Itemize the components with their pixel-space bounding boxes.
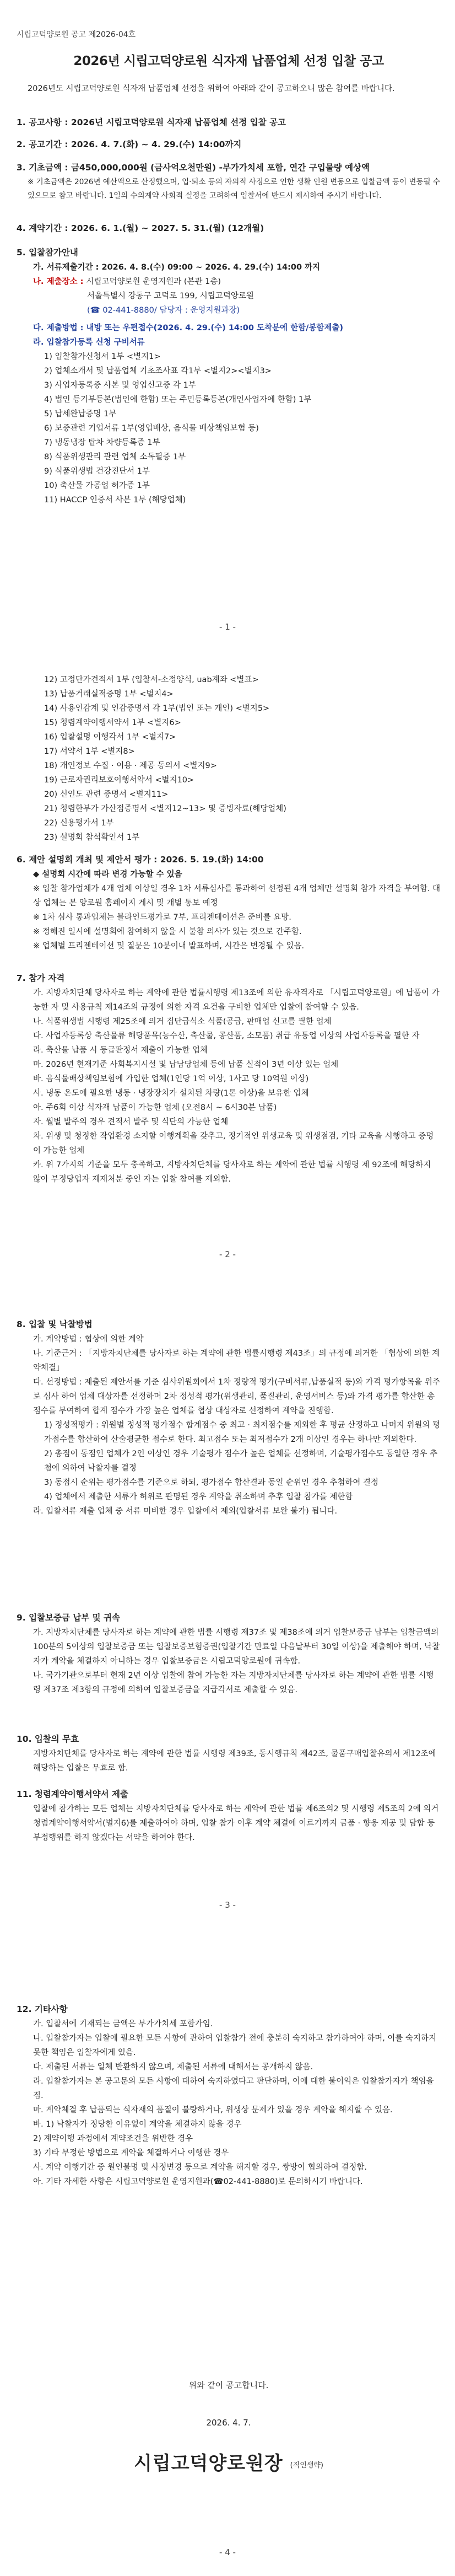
section-8-da-label: 다. 선정방법 : bbox=[33, 1378, 82, 1387]
section-6-note: ※ 업체별 프리젠테이션 및 질문은 10분이내 발표하며, 시간은 변경될 수 있음. bbox=[33, 942, 305, 951]
page-number-3: - 3 - bbox=[219, 1900, 236, 1910]
section-10-text: 지방자치단체를 당사자로 하는 계약에 관한 법률 시행령 제39조, 동시행규칙 제42조, 물품구매입찰유의서 제12조에 해당하는 입찰은 무효로 함. bbox=[33, 1749, 436, 1773]
section-12: 12. 기타사항 bbox=[17, 2004, 68, 2014]
section-7-item: 사. 냉동 온도에 필요한 냉동 · 냉장장치가 설치된 차량(1톤 이상)을 보유한 업체 bbox=[33, 1089, 309, 1098]
section-12-item: 나. 입찰참가자는 입찰에 필요한 모든 사항에 관하여 입찰참가 전에 충분히 숙지하고 참가하여야 하며, 이를 숙지하지 못한 책임은 입찰자에게 있음. bbox=[33, 2034, 437, 2057]
section-9: 9. 입찰보증금 납부 및 귀속 bbox=[17, 1613, 120, 1623]
section-12-item: 사. 계약 이행기간 중 원인불명 및 사정변경 등으로 계약을 해지할 경우, 쌍방이 협의하여 결정함. bbox=[33, 2163, 367, 2172]
document-list-item: 9) 식품위생법 건강진단서 1부 bbox=[44, 467, 150, 476]
section-1: 1. 공고사항 : 2026년 시립고덕양로원 식자재 납품업체 선정 입찰 공고 bbox=[17, 117, 286, 127]
section-8-ga: 가. 계약방법 : 협상에 의한 계약 bbox=[33, 1335, 144, 1344]
intro-paragraph: 2026년도 시립고덕양로원 식자재 납품업체 선정을 위하여 아래와 같이 공고하오니 많은 참여를 바랍니다. bbox=[28, 84, 395, 93]
document-title: 2026년 시립고덕양로원 식자재 납품업체 선정 입찰 공고 bbox=[73, 54, 384, 68]
seal-omitted: (직인생략) bbox=[290, 2461, 323, 2470]
document-list-item: 23) 설명회 참석확인서 1부 bbox=[44, 833, 140, 842]
required-documents-list-continued bbox=[17, 673, 441, 845]
section-5: 5. 입찰참가안내 bbox=[17, 248, 78, 257]
page-number-1: - 1 - bbox=[219, 622, 236, 632]
section-8-notes bbox=[17, 1418, 441, 1504]
section-12-items bbox=[17, 2017, 441, 2189]
document-list-item: 17) 서약서 1부 <별지8> bbox=[44, 747, 135, 756]
document-list-item: 8) 식품위생관리 관련 업체 소독필증 1부 bbox=[44, 453, 186, 461]
section-6-sub: ◆ 설명회 시간에 따라 변경 가능할 수 있음 bbox=[33, 870, 182, 879]
section-10: 10. 입찰의 무효 bbox=[17, 1734, 79, 1744]
section-7-items bbox=[17, 986, 441, 1187]
section-9-item: 나. 국가기관으로부터 현재 2년 이상 입찰에 참여 가능한 자는 지방자치단체를 당사자로 하는 계약에 관한 법률 시행령 제37조 제3항의 규정에 의하여 입찰보증금을 지급각서로 제출할 수 있음. bbox=[33, 1671, 434, 1694]
document-list-item: 22) 신용평가서 1부 bbox=[44, 819, 114, 828]
page-number-2: - 2 - bbox=[219, 1249, 236, 1259]
document-list-item: 16) 입찰설명 이행각서 1부 <별지7> bbox=[44, 733, 176, 742]
section-7-item: 라. 축산물 납품 시 등급판정서 제출이 가능한 업체 bbox=[33, 1046, 208, 1055]
document-list-item: 3) 사업자등록증 사본 및 영업신고증 각 1부 bbox=[44, 381, 196, 390]
section-8-na: 나. 기준근거 : 「지방자치단체를 당사자로 하는 계약에 관한 법률시행령 제43조」의 규정에 의거한 「협상에 의한 계약체결」 bbox=[33, 1349, 440, 1372]
section-11-text: 입찰에 참가하는 모든 업체는 지방자치단체를 당사자로 하는 계약에 관한 법률 제6조의2 및 시행령 제5조의 2에 의거 청렴계약이행서약서(별지6)를 제출하여야 하며, 입찰 참가 이후 계약 체결에 이르기까지 금품 · 향응 제공 및 담합 등 부정행위를 하지 않겠다는 서약을 하여야 한다. bbox=[33, 1805, 439, 1842]
document-list-item: 13) 납품거래실적증명 1부 <별지4> bbox=[44, 690, 174, 699]
section-11: 11. 청렴계약이행서약서 제출 bbox=[17, 1789, 128, 1799]
document-list-item: 21) 청렴한부가 가산점증명서 <별지12~13> 및 증빙자료(해당업체) bbox=[44, 804, 286, 813]
section-8-note: 2) 총점이 동점인 업체가 2인 이상인 경우 기술평가 점수가 높은 업체를 선정하며, 기술평가점수도 동일한 경우 추첨에 의하여 낙찰자를 결정 bbox=[44, 1450, 438, 1473]
section-7-item: 마. 2026년 현재기준 사회복지시설 및 납남당업체 등에 납품 실적이 3년 이상 있는 업체 bbox=[33, 1060, 339, 1069]
section-7: 7. 참가 자격 bbox=[17, 973, 65, 983]
document-list-item: 19) 근로자권리보호이행서약서 <별지10> bbox=[44, 776, 194, 785]
section-5-na-phone: (☎ 02-441-8880/ 담당자 : 운영지원과장) bbox=[87, 306, 240, 315]
document-list-item: 14) 사용인감계 및 인감증명서 각 1부(법인 또는 개인) <별지5> bbox=[44, 704, 270, 713]
section-3: 3. 기초금액 : 금450,000,000원 (금사억오천만원) -부가가치세 포함, 연간 구입물량 예상액 bbox=[17, 163, 370, 173]
document-list-item: 15) 청렴계약이행서약서 1부 <별지6> bbox=[44, 718, 181, 727]
section-7-item: 아. 주6회 이상 식자재 납품이 가능한 업체 (오전8시 ~ 6시30분 납품) bbox=[33, 1103, 277, 1112]
signer-name: 시립고덕양로원장 bbox=[134, 2452, 283, 2475]
section-7-item: 다. 사업자등록상 축산물류 해당품목(농수산, 축산물, 공산품, 소모품) 취급 유통업 이상의 사업자등록을 필한 자 bbox=[33, 1032, 420, 1040]
section-9-item: 가. 지방자치단체를 당사자로 하는 계약에 관한 법률 시행령 제37조 및 제38조에 의거 입찰보증금 납부는 입찰금액의 100분의 5이상의 입찰보증금 또는 입찰보증보험증권(입찰기간 만료일 다음날부터 30일 이상)을 제출해야 하며, 낙찰자가 계약을 체결하지 아니하는 경우 입찰보증금은 시립고덕양로원에 귀속함. bbox=[33, 1628, 440, 1666]
section-8: 8. 입찰 및 낙찰방법 bbox=[17, 1319, 93, 1329]
signer bbox=[17, 2448, 441, 2475]
page-number-4: - 4 - bbox=[219, 2547, 236, 2557]
page-2 bbox=[0, 645, 455, 1290]
section-7-item: 카. 위 7가지의 기준을 모두 충족하고, 지방자치단체를 당사자로 하는 계약에 관한 법률 시행령 제 92조에 해당하지 않아 부정당업자 제재처분 중인 자는 입찰 참여를 제외함. bbox=[33, 1161, 431, 1184]
closing-statement: 위와 같이 공고합니다. bbox=[188, 2380, 269, 2390]
section-12-item: 아. 기타 자세한 사항은 시립고덕양로원 운영지원과(☎02-441-8880)로 문의하시기 바랍니다. bbox=[33, 2177, 363, 2186]
document-list-item: 2) 업체소개서 및 납품업체 기초조사표 각1부 <별지2><별지3> bbox=[44, 367, 272, 375]
section-12-item: 2) 계약이행 과정에서 계약조건을 위반한 경우 bbox=[33, 2134, 193, 2143]
section-8-ra: 라. 입찰서류 제출 업체 중 서류 미비한 경우 입찰에서 제외(입찰서류 보완 불가) 됩니다. bbox=[33, 1507, 338, 1516]
document-list-item: 18) 개인정보 수집 · 이용 · 제공 동의서 <별지9> bbox=[44, 761, 217, 770]
section-12-item: 3) 기타 부정한 방법으로 계약을 체결하거나 이행한 경우 bbox=[33, 2149, 229, 2158]
section-8-note: 1) 정성적평가 : 위원별 정성적 평가점수 합계점수 중 최고 · 최저점수를 제외한 후 평균 산정하고 나머지 위원의 평가점수를 합산하여 산술평균한 점수로 한다. 최고점수 또는 최저점수가 2개 이상인 경우는 하나만 제외한다. bbox=[44, 1421, 441, 1444]
section-7-item: 바. 음식물배상책임보험에 가입한 업체(1인당 1억 이상, 1사고 당 10억원 이상) bbox=[33, 1075, 309, 1083]
document-list-item: 20) 신인도 관련 증명서 <별지11> bbox=[44, 790, 169, 799]
section-5-na-place2: 서울특별시 강동구 고덕로 199, 시립고덕양로원 bbox=[87, 292, 254, 300]
section-6-note: ※ 1차 심사 통과업체는 블라인드평가로 7부, 프리젠테이션은 준비를 요망. bbox=[33, 913, 291, 922]
document-list-item: 6) 보증관련 기업서류 1부(영업배상, 음식물 배상책임보험 등) bbox=[44, 424, 259, 433]
page-1 bbox=[0, 0, 455, 645]
section-6-note: ※ 입찰 참가업체가 4개 업체 이상일 경우 1차 서류심사를 통과하여 선정된 4개 업체만 설명회 참가 자격을 부여함. 대상 업체는 본 양로원 홈페이지 게시 및 개별 통보 예정 bbox=[33, 884, 441, 908]
section-5-ra: 라. 입찰참가등록 신청 구비서류 bbox=[33, 338, 145, 347]
section-12-item: 라. 입찰참가자는 본 공고문의 모든 사항에 대하여 숙지하였다고 판단하며, 이에 대한 불이익은 입찰참가자가 책임을 짐. bbox=[33, 2077, 434, 2100]
document-number: 시립고덕양로원 공고 제2026-04호 bbox=[17, 30, 136, 39]
document-list-item: 4) 법인 등기부등본(법인에 한함) 또는 주민등록등본(개인사업자에 한함) 1부 bbox=[44, 395, 312, 404]
section-4: 4. 계약기간 : 2026. 6. 1.(월) ~ 2027. 5. 31.(월) (12개월) bbox=[17, 223, 264, 233]
document-list-item: 7) 냉동냉장 탑차 차량등록증 1부 bbox=[44, 438, 160, 447]
section-8-note: 4) 업체에서 제출한 서류가 허위로 판명된 경우 계약을 취소하며 추후 입찰 참가를 제한함 bbox=[44, 1493, 353, 1501]
section-5-na-label: 나. 제출장소 : bbox=[33, 277, 84, 286]
section-6: 6. 제안 설명회 개최 및 제안서 평가 : 2026. 5. 19.(화) 14:00 bbox=[17, 855, 264, 865]
section-12-item: 바. 1) 낙찰자가 정당한 이유없이 계약을 체결하지 않을 경우 bbox=[33, 2120, 242, 2129]
section-5-na-place1: 시립고덕양로원 운영지원과 (본관 1층) bbox=[86, 277, 221, 286]
section-12-item: 다. 제출된 서류는 일체 반환하지 않으며, 제출된 서류에 대해서는 공개하지 않음. bbox=[33, 2063, 313, 2071]
section-5-da: 다. 제출방법 : 내방 또는 우편접수(2026. 4. 29.(수) 14:00 도착분에 한함/봉함제출) bbox=[33, 324, 344, 332]
document-list-item: 11) HACCP 인증서 사본 1부 (해당업체) bbox=[44, 496, 186, 505]
section-8-da-text: 제출된 제안서를 기준 심사위원회에서 1차 정량적 평가(구비서류,납품실적 등)와 가격 평가항목을 위주로 심사 하여 업체 대상자를 선정하며 2차 정성적 평가(위생관리, 품질관리, 운영서비스 등)와 가격 평가를 합산한 총 점수를 부여하여 합계 점수가 가장 높은 업체를 협상 대상자로 선정하여 계약을 진행함. bbox=[33, 1378, 440, 1415]
section-7-item: 차. 위생 및 청정한 작업환경 소지할 이행계획을 갖추고, 정기적인 위생교육 및 위생점검, 기타 교육을 시행하고 증명이 가능한 업체 bbox=[33, 1132, 434, 1155]
page-4 bbox=[0, 1930, 455, 2576]
section-5-na bbox=[17, 275, 441, 289]
document-list-item: 5) 납세완납증명 1부 bbox=[44, 410, 117, 418]
section-8-note: 3) 동점시 순위는 평가점수를 기준으로 하되, 평가점수 합산결과 동일 순위인 경우 추첨하여 결정 bbox=[44, 1478, 379, 1487]
section-6-notes bbox=[17, 882, 441, 953]
section-3-note: ※ 기초금액은 2026년 예산액으로 산정했으며, 입·퇴소 등의 자의적 사정으로 인한 생활 인원 변동으로 입찰금액 등이 변동될 수 있으므로 참고 바랍니다. 1일의 수의계약 사회적 실정을 고려하여 입찰서에 반드시 제시하여 주시기 바랍니다. bbox=[28, 178, 440, 200]
section-6-note: ※ 정해진 일시에 설명회에 참여하지 않을 시 불참 의사가 있는 것으로 간주함. bbox=[33, 927, 302, 936]
section-8-da bbox=[17, 1375, 441, 1418]
section-5-ga: 가. 서류제출기간 : 2026. 4. 8.(수) 09:00 ~ 2026. 4. 29.(수) 14:00 까지 bbox=[33, 263, 321, 272]
section-2: 2. 공고기간 : 2026. 4. 7.(화) ~ 4. 29.(수) 14:00까지 bbox=[17, 139, 242, 149]
section-12-item: 가. 입찰서에 기재되는 금액은 부가가치세 포함가임. bbox=[33, 2020, 213, 2028]
section-9-items bbox=[17, 1625, 441, 1697]
announcement-date: 2026. 4. 7. bbox=[206, 2418, 251, 2428]
section-12-item: 마. 계약체결 후 납품되는 식자재의 품질이 불량하거나, 위생상 문제가 있을 경우 계약을 해지할 수 있음. bbox=[33, 2106, 393, 2115]
page-3 bbox=[0, 1290, 455, 1930]
section-7-item: 가. 지방자치단체 당사자로 하는 계약에 관한 법률시행령 제13조에 의한 유자격자로 「시립고덕양로원」에 납품이 가능한 자 및 사용규칙 제14조의 규정에 의한 자격 요건을 구비한 업체만 입찰에 참여할 수 있음. bbox=[33, 989, 440, 1012]
section-7-item: 나. 식품위생법 시행령 제25조에 의거 집단급식소 식품(공급, 판매업 신고를 필한 업체 bbox=[33, 1017, 332, 1026]
required-documents-list bbox=[17, 350, 441, 507]
section-7-item: 자. 월별 발주의 경우 견적서 발주 및 식단의 가능한 업체 bbox=[33, 1118, 229, 1126]
document-list-item: 1) 입찰참가신청서 1부 <별지1> bbox=[44, 352, 161, 361]
document-list-item: 12) 고정단가견적서 1부 (입찰서-소정양식, uab계좌 <별표> bbox=[44, 675, 259, 684]
document-list-item: 10) 축산물 가공업 허가증 1부 bbox=[44, 481, 150, 490]
